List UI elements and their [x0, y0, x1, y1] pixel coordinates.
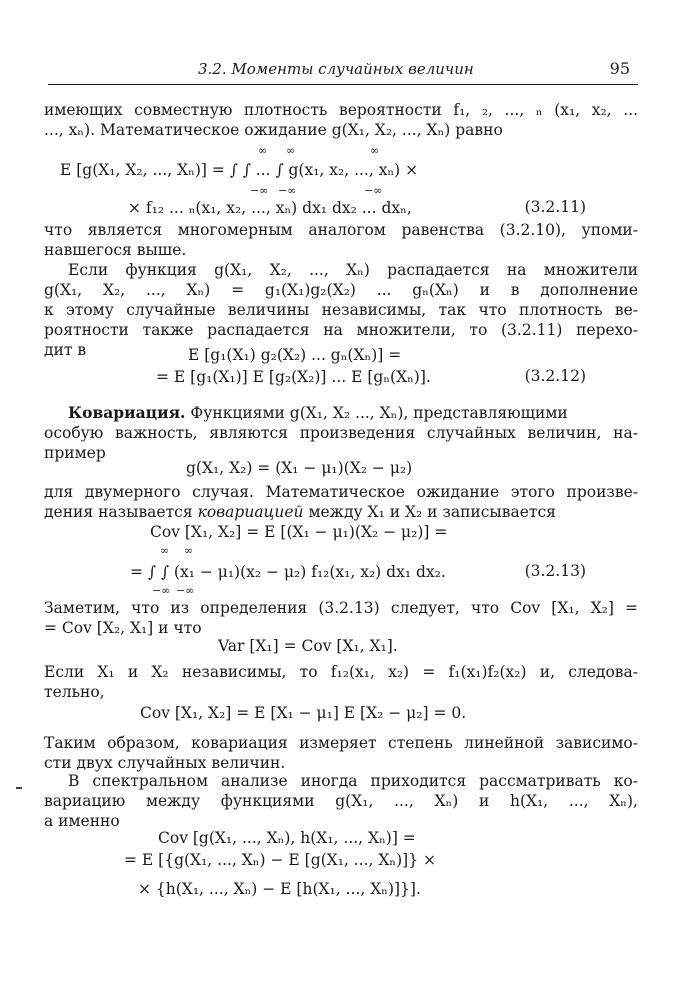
text-fragment: между X₁ и X₂ и записывается	[308, 503, 556, 521]
text-line: В спектральном анализе иногда приходится рассматривать ко-	[68, 772, 638, 790]
text-line: навшегося выше.	[44, 241, 187, 259]
equation-3-2-12-line1: E [g₁(X₁) g₂(X₂) ... gₙ(Xₙ)] =	[188, 346, 402, 364]
text-line: что является многомерным аналогом равенства (3.2.10), упоми-	[44, 221, 638, 239]
covariance-term: ковариацией	[197, 503, 304, 521]
text-line: Заметим, что из определения (3.2.13) следует, что Cov [X₁, X₂] =	[44, 599, 638, 617]
equation-function-covariance-line2: = E [{g(X₁, ..., Xₙ) − E [g(X₁, ..., Xₙ)]} ×	[124, 851, 437, 869]
integral-lower-limit: −∞	[152, 584, 171, 597]
equation-3-2-11-line1: E [g(X₁, X₂, ..., Xₙ)] = ∫ ∫ ... ∫ g(x₁, x₂, ..., xₙ) ×	[60, 161, 419, 179]
integral-lower-limit: −∞	[250, 184, 269, 197]
equation-variance: Var [X₁] = Cov [X₁, X₁].	[218, 637, 398, 655]
integral-lower-limit: −∞	[278, 184, 297, 197]
text-line: Если X₁ и X₂ независимы, то f₁₂(x₁, x₂) = f₁(x₁)f₂(x₂) и, следова-	[44, 663, 638, 681]
text-line: особую важность, являются произведения случайных величин, на-	[44, 424, 638, 442]
text-line: дит в	[44, 341, 87, 359]
integral-upper-limit: ∞	[258, 144, 268, 157]
text-line	[68, 403, 638, 423]
integral-lower-limit: −∞	[364, 184, 383, 197]
text-line: = Cov [X₂, X₁] и что	[44, 619, 202, 637]
text-line: сти двух случайных величин.	[44, 754, 286, 772]
text-line	[44, 502, 638, 522]
margin-mark	[16, 787, 22, 789]
integral-upper-limit: ∞	[286, 144, 296, 157]
equation-product: g(X₁, X₂) = (X₁ − μ₁)(X₂ − μ₂)	[186, 459, 413, 477]
text-line: Таким образом, ковариация измеряет степень линейной зависимо-	[44, 734, 638, 752]
equation-3-2-11-line2: × f₁₂ ... ₙ(x₁, x₂, ..., xₙ) dx₁ dx₂ ... dxₙ,	[128, 199, 412, 217]
equation-3-2-12-line2: = E [g₁(X₁)] E [g₂(X₂)] ... E [gₙ(Xₙ)].	[156, 368, 431, 386]
equation-label-3-2-12: (3.2.12)	[524, 367, 586, 385]
text-fragment: дения называется	[44, 503, 193, 521]
text-fragment: Функциями g(X₁, X₂ ..., Xₙ), представляющими	[190, 404, 568, 422]
equation-3-2-13-line1: Cov [X₁, X₂] = E [(X₁ − μ₁)(X₂ − μ₂)] =	[150, 523, 448, 541]
text-line: к этому случайные величины независимы, так что плотность ве-	[44, 301, 638, 319]
equation-function-covariance-line1: Cov [g(X₁, ..., Xₙ), h(X₁, ..., Xₙ)] =	[158, 829, 416, 847]
equation-label-3-2-13: (3.2.13)	[524, 562, 586, 580]
text-line: пример	[44, 444, 106, 462]
integral-upper-limit: ∞	[184, 544, 194, 557]
text-line: вариацию между функциями g(X₁, ..., Xₙ) и h(X₁, ..., Xₙ),	[44, 792, 638, 810]
text-line: роятности также распадается на множители, то (3.2.11) перехо-	[44, 321, 638, 339]
equation-independent-covariance: Cov [X₁, X₂] = E [X₁ − μ₁] E [X₂ − μ₂] = 0.	[140, 704, 467, 722]
running-header-title: 3.2. Моменты случайных величин	[198, 60, 474, 78]
text-line: для двумерного случая. Математическое ожидание этого произве-	[44, 483, 638, 501]
covariance-heading: Ковариация.	[68, 403, 186, 422]
equation-3-2-13-line2: = ∫ ∫ (x₁ − μ₁)(x₂ − μ₂) f₁₂(x₁, x₂) dx₁ dx₂.	[130, 563, 446, 581]
text-line: g(X₁, X₂, ..., Xₙ) = g₁(X₁)g₂(X₂) ... gₙ(Xₙ) и в дополнение	[44, 281, 638, 299]
text-line: ..., xₙ). Математическое ожидание g(X₁, X₂, ..., Xₙ) равно	[44, 121, 503, 139]
page-number: 95	[609, 59, 630, 78]
text-line: а именно	[44, 812, 120, 830]
integral-upper-limit: ∞	[160, 544, 170, 557]
text-line: имеющих совместную плотность вероятности f₁, ₂, ..., ₙ (x₁, x₂, ...	[44, 101, 638, 119]
text-line: Если функция g(X₁, X₂, ..., Xₙ) распадается на множители	[68, 261, 638, 279]
equation-function-covariance-line3: × {h(X₁, ..., Xₙ) − E [h(X₁, ..., Xₙ)]}].	[138, 880, 421, 898]
integral-upper-limit: ∞	[370, 144, 380, 157]
integral-lower-limit: −∞	[176, 584, 195, 597]
equation-label-3-2-11: (3.2.11)	[524, 198, 586, 216]
running-header	[48, 56, 638, 85]
text-line: тельно,	[44, 683, 105, 701]
